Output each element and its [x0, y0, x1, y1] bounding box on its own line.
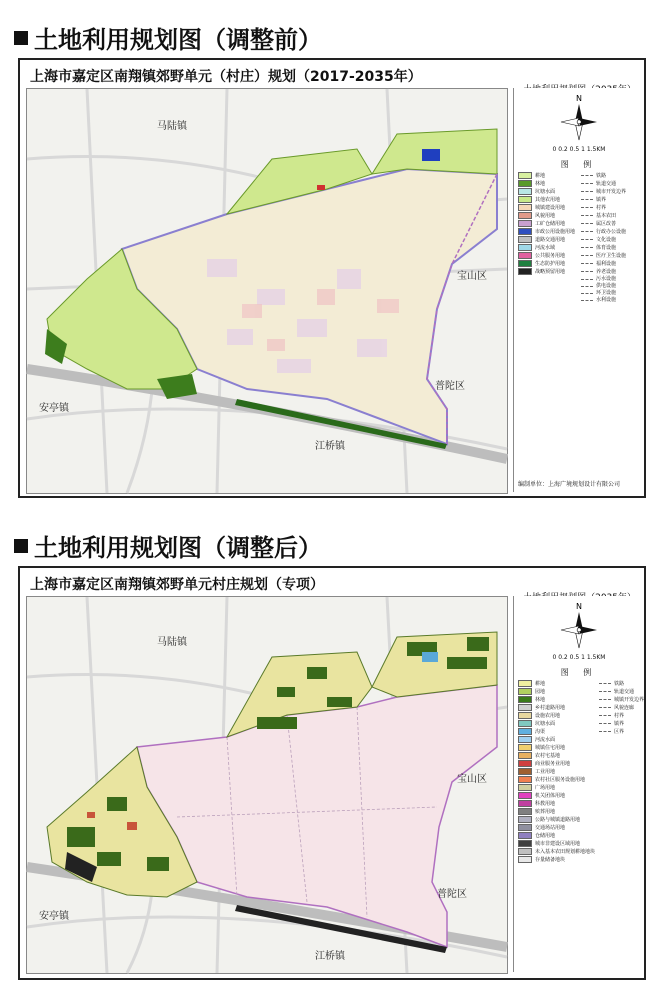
- legend-label: 村界: [596, 204, 607, 211]
- legend-label: 城市开发边界: [596, 188, 627, 195]
- map-panel-before: [18, 58, 646, 498]
- legend-label: 交通场站用地: [535, 824, 566, 831]
- compass-letter: N: [576, 602, 582, 611]
- legend-label: 环卫设施: [596, 290, 617, 296]
- compass-letter: N: [576, 94, 582, 103]
- legend-item: [518, 283, 577, 289]
- legend-item: [581, 220, 640, 227]
- legend-item: [599, 688, 644, 695]
- legend-label: 河流水面: [535, 736, 556, 743]
- legend-label: 园地: [535, 688, 546, 695]
- legend-swatch: [518, 728, 532, 735]
- legend-item: [518, 680, 595, 687]
- legend-item: [518, 808, 595, 815]
- heading-text: 土地利用规划图（调整前）: [34, 26, 322, 54]
- legend-item: [599, 760, 644, 767]
- legend-swatch: [518, 188, 532, 195]
- legend-symbol-icon: [599, 723, 611, 724]
- legend-item: [518, 212, 577, 219]
- legend-label: 乡村道路用地: [535, 704, 566, 711]
- legend-label: 风貌连廊: [614, 704, 635, 711]
- legend-label: 体育设施: [596, 244, 617, 251]
- legend-item: [518, 712, 595, 719]
- legend-label: 农村社区服务设施用地: [535, 776, 586, 783]
- legend-label: 水利设施: [596, 297, 617, 303]
- legend-item: [518, 228, 577, 235]
- legend-label: 道路交通用地: [535, 236, 566, 243]
- legend-item: [518, 768, 595, 775]
- legend-swatch: [518, 260, 532, 267]
- legend-item: [518, 856, 595, 863]
- legend-label: 铁路: [596, 172, 607, 179]
- legend-label: 轨道交通: [614, 688, 635, 695]
- map-svg: [27, 597, 507, 973]
- legend-label: 商业服务业用地: [535, 760, 571, 767]
- legend-item: [518, 188, 577, 195]
- panel-title: 上海市嘉定区南翔镇郊野单元（村庄）规划（2017-2035年）: [30, 69, 422, 85]
- legend-item: [518, 252, 577, 259]
- legend-swatch: [518, 856, 532, 863]
- map-canvas[interactable]: [26, 88, 508, 494]
- legend-label: 工矿仓储用地: [535, 220, 566, 227]
- legend-swatch: [518, 792, 532, 799]
- legend-item: [518, 752, 595, 759]
- legend-label: 耕地: [535, 680, 546, 687]
- legend-item: [518, 832, 595, 839]
- square-bullet-icon: [14, 31, 28, 45]
- legend-item: [599, 728, 644, 735]
- legend-item: [581, 204, 640, 211]
- scale-bar: 0 0.2 0.5 1 1.5KM: [552, 146, 606, 153]
- legend-item: [599, 792, 644, 799]
- legend-symbol-icon: [581, 263, 593, 264]
- legend-label: 战略预留用地: [535, 268, 566, 275]
- map-svg: [27, 89, 507, 493]
- legend-label: 沟渠: [535, 728, 546, 735]
- legend-item: [599, 696, 644, 703]
- legend-symbol-icon: [599, 715, 611, 716]
- legend-label: 医疗卫生设施: [596, 252, 627, 259]
- legend-item: [518, 688, 595, 695]
- panel-title: 上海市嘉定区南翔镇郊野单元村庄规划（专项）: [30, 577, 324, 593]
- legend-swatch: [518, 680, 532, 687]
- legend-symbol-icon: [581, 293, 593, 294]
- legend-swatch: [518, 196, 532, 203]
- legend-label: 区界: [614, 728, 625, 735]
- legend-swatch: [518, 220, 532, 227]
- legend-label: 殡葬用地: [535, 808, 556, 815]
- legend-item: [518, 204, 577, 211]
- place-label-baoshan: 宝山区: [457, 774, 487, 785]
- legend-item: [599, 856, 644, 863]
- legend-symbol-icon: [581, 247, 593, 248]
- legend-item: [599, 808, 644, 815]
- development-area: [137, 685, 497, 947]
- north-arrow-icon: [557, 600, 601, 652]
- legend-label: 林地: [535, 696, 546, 703]
- legend-item: [518, 297, 577, 303]
- legend-label: 行政办公设施: [596, 228, 627, 235]
- legend-swatch: [518, 720, 532, 727]
- legend-label: 镇界: [614, 720, 625, 727]
- map-panel-after: [18, 566, 646, 980]
- legend-swatch: [518, 752, 532, 759]
- legend-item: [599, 840, 644, 847]
- legend-symbol-icon: [581, 271, 593, 272]
- legend-symbol-icon: [599, 683, 611, 684]
- legend-label: 福利设施: [596, 260, 617, 267]
- legend-item: [581, 244, 640, 251]
- heading-text: 土地利用规划图（调整后）: [34, 534, 322, 562]
- legend-item: [581, 276, 640, 282]
- legend-item: [581, 283, 640, 289]
- legend-item: [581, 180, 640, 187]
- legend-symbol-icon: [581, 255, 593, 256]
- legend-symbol-icon: [581, 175, 593, 176]
- map-sidebar: [513, 88, 644, 492]
- legend-item: [599, 768, 644, 775]
- legend-label: 村界: [614, 712, 625, 719]
- legend-label: 机关团体用地: [535, 792, 566, 799]
- legend-label: 污水设施: [596, 276, 617, 282]
- legend-item: [518, 268, 577, 275]
- place-label-jiangqiao: 江桥镇: [315, 951, 345, 962]
- legend-swatch: [518, 244, 532, 251]
- legend-label: 基本农田: [596, 212, 617, 219]
- legend-label: 坑塘水面: [535, 188, 556, 195]
- legend-item: [599, 784, 644, 791]
- legend-item: [581, 212, 640, 219]
- legend-item: [581, 196, 640, 203]
- legend-symbol-icon: [599, 707, 611, 708]
- legend-item: [518, 290, 577, 296]
- legend-label: 存量储备地块: [535, 856, 566, 863]
- legend: [514, 170, 644, 305]
- legend-symbol-icon: [581, 191, 593, 192]
- utility-site: [422, 149, 440, 161]
- legend-swatch: [518, 172, 532, 179]
- legend-item: [518, 244, 577, 251]
- legend-item: [518, 704, 595, 711]
- legend-label: 未入基本农田规划耕地地块: [535, 848, 596, 855]
- place-label-malu: 马陆镇: [157, 637, 187, 648]
- legend-item: [599, 752, 644, 759]
- legend-symbol-icon: [581, 207, 593, 208]
- legend-item: [581, 172, 640, 179]
- legend-item: [518, 776, 595, 783]
- legend-symbol-icon: [581, 231, 593, 232]
- legend-item: [599, 824, 644, 831]
- legend-label: 工业用地: [535, 768, 556, 775]
- legend-label: 河流水域: [535, 244, 556, 251]
- legend-item: [518, 736, 595, 743]
- legend-item: [581, 260, 640, 267]
- legend-label: 其他农用地: [535, 196, 561, 203]
- legend-symbol-icon: [581, 239, 593, 240]
- legend-swatch: [518, 744, 532, 751]
- legend-label: 城镇开发边界: [614, 696, 645, 703]
- legend-item: [599, 680, 644, 687]
- legend-item: [518, 220, 577, 227]
- legend-swatch: [518, 688, 532, 695]
- place-label-putuo: 普陀区: [437, 889, 467, 900]
- legend-label: 城镇建设用地: [535, 204, 566, 211]
- legend-item: [599, 712, 644, 719]
- legend-item: [581, 228, 640, 235]
- legend-title: 图 例: [560, 668, 598, 677]
- legend-swatch: [518, 784, 532, 791]
- legend-swatch: [518, 696, 532, 703]
- legend-label: 城镇住宅用地: [535, 744, 566, 751]
- legend-symbol-icon: [599, 691, 611, 692]
- legend-item: [518, 840, 595, 847]
- legend-label: 科教用地: [535, 800, 556, 807]
- legend-item: [518, 760, 595, 767]
- legend-label: 设施农用地: [535, 712, 561, 719]
- legend-swatch: [518, 704, 532, 711]
- legend-label: 公共服务用地: [535, 252, 566, 259]
- legend-item: [581, 252, 640, 259]
- legend-label: 耕地: [535, 172, 546, 179]
- legend-item: [581, 290, 640, 296]
- legend-item: [518, 276, 577, 282]
- legend-swatch: [518, 252, 532, 259]
- legend-item: [518, 816, 595, 823]
- legend-item: [518, 196, 577, 203]
- legend-label: 轨道交通: [596, 180, 617, 187]
- legend-swatch: [518, 808, 532, 815]
- legend-swatch: [518, 204, 532, 211]
- legend-label: 文化设施: [596, 236, 617, 243]
- legend-label: 镇界: [596, 196, 607, 203]
- legend-item: [518, 848, 595, 855]
- legend-item: [599, 720, 644, 727]
- legend-swatch: [518, 800, 532, 807]
- legend-swatch: [518, 236, 532, 243]
- legend-swatch: [518, 816, 532, 823]
- legend-swatch: [518, 268, 532, 275]
- legend-swatch: [518, 712, 532, 719]
- legend-item: [599, 816, 644, 823]
- legend-symbol-icon: [581, 286, 593, 287]
- legend-item: [599, 736, 644, 743]
- place-label-putuo: 普陀区: [435, 381, 465, 392]
- place-label-anting: 安亭镇: [39, 911, 69, 922]
- section-heading-after: [14, 528, 322, 563]
- legend-symbol-icon: [581, 215, 593, 216]
- legend-symbol-icon: [581, 279, 593, 280]
- legend-item: [518, 172, 577, 179]
- legend-item: [518, 728, 595, 735]
- legend-item: [518, 800, 595, 807]
- legend-item: [599, 704, 644, 711]
- legend-title: 图 例: [560, 160, 598, 169]
- legend-label: 坑塘水面: [535, 720, 556, 727]
- legend-item: [599, 848, 644, 855]
- legend-symbol-icon: [581, 300, 593, 301]
- legend-item: [581, 236, 640, 243]
- legend-symbol-icon: [599, 699, 611, 700]
- legend-label: 养老设施: [596, 268, 617, 275]
- legend-swatch: [518, 832, 532, 839]
- legend-swatch: [518, 824, 532, 831]
- legend-label: 市政公用设施用地: [535, 228, 576, 235]
- legend-item: [518, 696, 595, 703]
- legend-label: 广场用地: [535, 784, 556, 791]
- map-canvas[interactable]: [26, 596, 508, 974]
- legend-item: [518, 180, 577, 187]
- legend-symbol-icon: [599, 731, 611, 732]
- legend-item: [599, 776, 644, 783]
- legend-item: [581, 188, 640, 195]
- legend-item: [518, 260, 577, 267]
- legend-symbol-icon: [581, 183, 593, 184]
- place-label-malu: 马陆镇: [157, 121, 187, 132]
- legend-item: [581, 297, 640, 303]
- place-label-baoshan: 宝山区: [457, 271, 487, 282]
- legend-swatch: [518, 760, 532, 767]
- legend-symbol-icon: [581, 223, 593, 224]
- legend-item: [518, 744, 595, 751]
- legend-label: 公路与城镇道路用地: [535, 816, 581, 823]
- legend-swatch: [518, 768, 532, 775]
- legend-item: [518, 784, 595, 791]
- water-facility: [422, 652, 438, 662]
- legend-label: 林地: [535, 180, 546, 187]
- section-heading-before: [14, 20, 322, 55]
- legend-item: [518, 720, 595, 727]
- legend-label: 农村宅基地: [535, 752, 561, 759]
- legend-label: 属区改善: [596, 220, 617, 227]
- legend-swatch: [518, 228, 532, 235]
- map-sidebar: [513, 596, 644, 972]
- legend-swatch: [518, 212, 532, 219]
- legend-item: [599, 832, 644, 839]
- legend-label: 仓储用地: [535, 832, 556, 839]
- legend: [514, 678, 644, 865]
- square-bullet-icon: [14, 539, 28, 553]
- legend-label: 供电设施: [596, 283, 617, 289]
- legend-item: [518, 792, 595, 799]
- legend-swatch: [518, 840, 532, 847]
- legend-label: 城市非建设区域用地: [535, 840, 581, 847]
- legend-item: [518, 236, 577, 243]
- scale-bar: 0 0.2 0.5 1 1.5KM: [552, 654, 606, 661]
- place-label-anting: 安亭镇: [39, 403, 69, 414]
- legend-swatch: [518, 848, 532, 855]
- legend-label: 生态防护用地: [535, 260, 566, 267]
- legend-swatch: [518, 776, 532, 783]
- planning-core-area: [122, 169, 497, 444]
- legend-item: [599, 744, 644, 751]
- legend-label: 风貌用地: [535, 212, 556, 219]
- legend-symbol-icon: [581, 199, 593, 200]
- scenic-site: [317, 185, 325, 190]
- legend-label: 铁路: [614, 680, 625, 687]
- legend-swatch: [518, 736, 532, 743]
- credit-text: 编制单位：上海广境规划设计有限公司: [518, 481, 621, 488]
- legend-swatch: [518, 180, 532, 187]
- legend-item: [581, 268, 640, 275]
- legend-item: [518, 824, 595, 831]
- place-label-jiangqiao: 江桥镇: [315, 441, 345, 452]
- north-arrow-icon: [557, 92, 601, 144]
- legend-item: [599, 800, 644, 807]
